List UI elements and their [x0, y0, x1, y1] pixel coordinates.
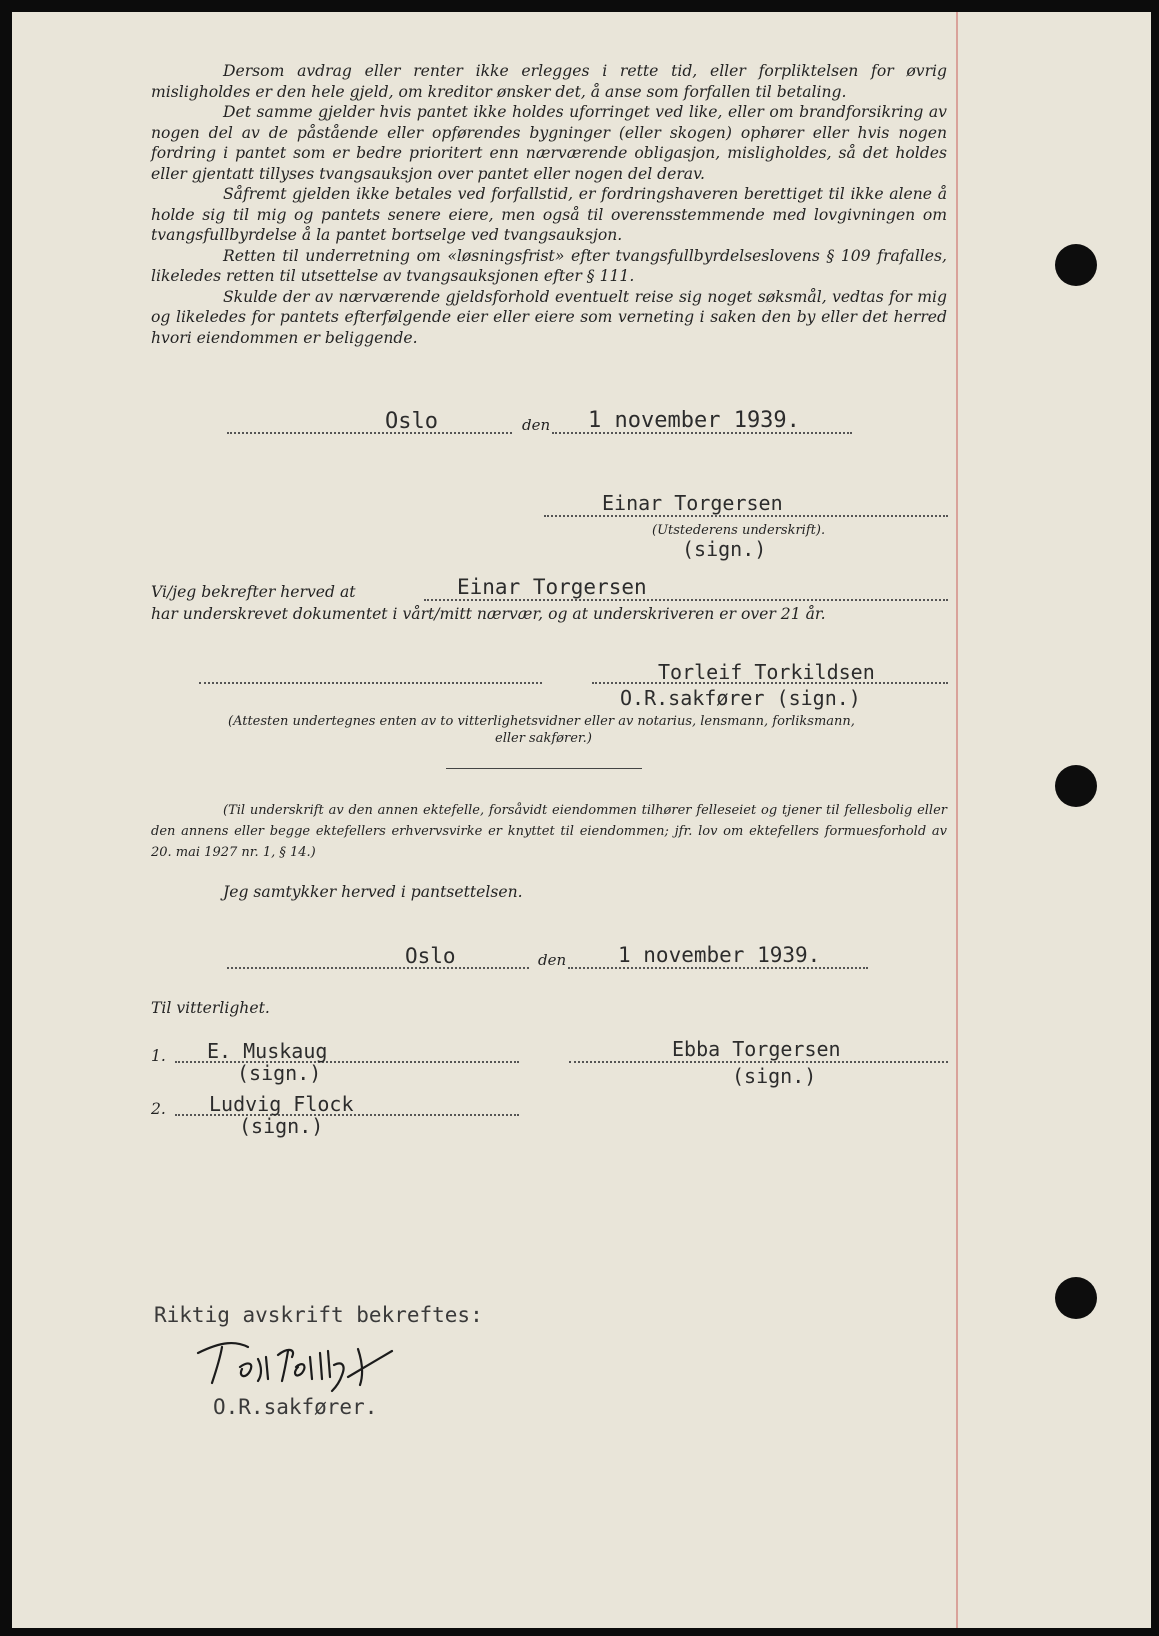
signer-sign: (sign.)	[682, 537, 767, 561]
punch-hole	[1055, 1277, 1097, 1319]
spouse-signature-line	[569, 1061, 948, 1063]
handwritten-signature	[192, 1337, 422, 1395]
paragraph: Skulde der av nærværende gjeldsforhold eventuelt reise sig noget søksmål, vedtas for mig og likeledes for pantets efterfølgende eier eller eiere som verneting i saken den by eller det herred hvori eiendommen er beliggende.	[151, 287, 947, 347]
attestor-note: eller sakfører.)	[495, 731, 592, 746]
issue-date: 1 november 1939.	[588, 408, 800, 433]
witness-number: 1.	[151, 1047, 166, 1065]
signer-caption: (Utstederens underskrift).	[652, 523, 826, 538]
signer-name: Einar Torgersen	[602, 491, 783, 515]
margin-rule	[956, 12, 958, 1628]
witness-name: Einar Torgersen	[457, 575, 647, 599]
witness-number: 2.	[151, 1100, 166, 1118]
issue-place: Oslo	[385, 409, 438, 434]
place-line	[227, 432, 512, 434]
witness-1-sign: (sign.)	[237, 1061, 322, 1085]
witness-1-name: E. Muskaug	[207, 1039, 328, 1063]
punch-hole	[1055, 765, 1097, 807]
place-line	[227, 967, 529, 969]
paragraph: Retten til underretning om «løsningsfrist» efter tvangsfullbyrdelseslovens § 109 frafalles, likeledes retten til utsettelse av tvangsauksjonen efter § 111.	[151, 246, 947, 285]
punch-hole	[1055, 244, 1097, 286]
attestor-title: O.R.sakfører (sign.)	[620, 686, 861, 710]
attestor-line-left	[199, 682, 542, 684]
paragraph: Det samme gjelder hvis pantet ikke holdes uforringet ved like, eller om brandforsikring av nogen del av de påstående eller opførendes bygninger (eller skogen) ophører eller hvis nogen fordring i pantet som er bedre prioritert enn nærværende obligasjon, misligholdes, så det holdes eller gjentatt tillyses tvangsauksjon over pantet eller nogen del derav.	[151, 103, 947, 183]
attestor-name: Torleif Torkildsen	[658, 660, 875, 684]
witness-prefix: Vi/jeg bekrefter herved at	[151, 583, 356, 601]
certification-title: O.R.sakfører.	[213, 1395, 378, 1419]
paragraph: Dersom avdrag eller renter ikke erlegges i rette tid, eller forpliktelsen for øvrig misligholdes er den hele gjeld, om kreditor ønsker det, å anse som forfallen til betaling.	[151, 62, 947, 101]
date-line	[568, 967, 868, 969]
spouse-note: (Til underskrift av den annen ektefelle, forsåvidt eiendommen tilhører felleseiet og tjener til fellesbolig eller den annens eller begge ektefellers erhvervsvirke er knyttet til eiendommen; jfr. lov om ektefellers formuesforhold av 20. mai 1927 nr. 1, § 14.)	[151, 803, 947, 860]
spouse-date: 1 november 1939.	[618, 943, 821, 967]
den-label: den	[522, 416, 551, 434]
signature-line	[544, 515, 948, 517]
terms-text	[151, 61, 947, 348]
witness-2-name: Ludvig Flock	[209, 1092, 354, 1116]
divider	[446, 768, 642, 769]
document-page	[12, 12, 1151, 1628]
witness-label: Til vitterlighet.	[151, 999, 270, 1017]
witness-2-sign: (sign.)	[239, 1114, 324, 1138]
attestor-note: (Attesten undertegnes enten av to vitterlighetsvidner eller av notarius, lensmann, forliksmann,	[228, 714, 855, 729]
witness-name-line	[424, 599, 948, 601]
paragraph: Såfremt gjelden ikke betales ved forfallstid, er fordringshaveren berettiget til ikke alene å holde sig til mig og pantets senere eiere, men også til overensstemmende med lovgivningen om tvangsfullbyrdelse å la pantet bortselge ved tvangsauksjon.	[151, 185, 947, 244]
witness-statement: har underskrevet dokumentet i vårt/mitt nærvær, og at underskriveren er over 21 år.	[151, 605, 826, 623]
consent-text: Jeg samtykker herved i pantsettelsen.	[223, 883, 523, 901]
certification-text: Riktig avskrift bekreftes:	[154, 1303, 483, 1327]
spouse-place: Oslo	[405, 944, 456, 968]
spouse-name: Ebba Torgersen	[672, 1037, 841, 1061]
spouse-sign: (sign.)	[732, 1064, 817, 1088]
den-label: den	[538, 951, 567, 969]
